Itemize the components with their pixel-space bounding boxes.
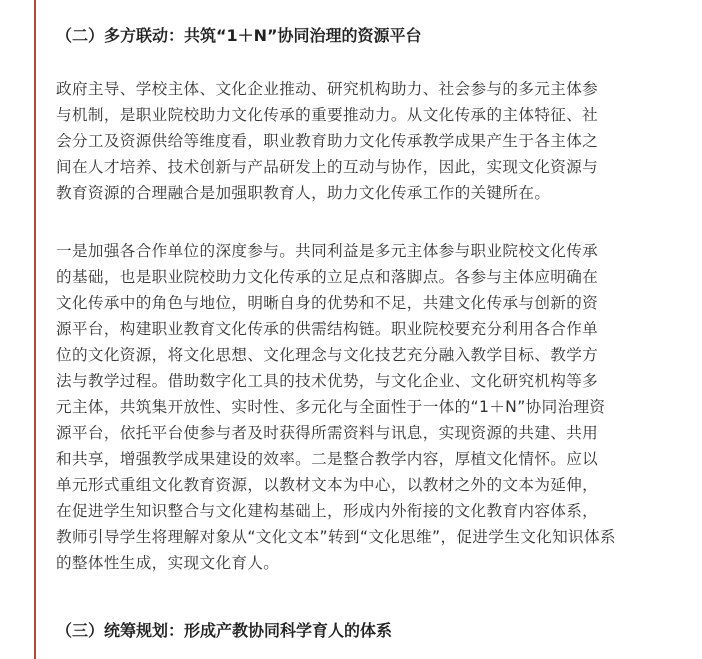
paragraph-1: [56, 76, 598, 206]
paragraph-line: 一是加强各合作单位的深度参与。共同利益是多元主体参与职业院校文化传承: [56, 242, 599, 260]
paragraph-line: 教育资源的合理融合是加强职教育人，助力文化传承工作的关键所在。: [56, 184, 551, 202]
paragraph-line: 法与教学过程。借助数字化工具的技术优势，与文化企业、文化研究机构等多: [56, 372, 599, 390]
paragraph-line: 与机制，是职业院校助力文化传承的重要推动力。从文化传承的主体特征、社: [56, 106, 599, 124]
paragraph-line: 源平台，构建职业教育文化传承的供需结构链。职业院校要充分利用各合作单: [56, 320, 599, 338]
paragraph-line: 单元形式重组文化教育资源，以教材文本为中心，以教材之外的文本为延伸，: [56, 476, 599, 494]
paragraph-line: 政府主导、学校主体、文化企业推动、研究机构助力、社会参与的多元主体参: [56, 80, 599, 98]
paragraph-line: 源平台，依托平台使参与者及时获得所需资料与讯息，实现资源的共建、共用: [56, 424, 599, 442]
paragraph-line: 和共享，增强教学成果建设的效率。二是整合教学内容，厚植文化情怀。应以: [56, 450, 599, 468]
paragraph-line: 教师引导学生将理解对象从“文化文本”转到“文化思维”，促进学生文化知识体系: [56, 528, 616, 546]
paragraph-line: 文化传承中的角色与地位，明晰自身的优势和不足，共建文化传承与创新的资: [56, 294, 599, 312]
paragraph-line: 间在人才培养、技术创新与产品研发上的互动与协作，因此，实现文化资源与: [56, 158, 599, 176]
paragraph-line: 在促进学生知识整合与文化建构基础上，形成内外衔接的文化教育内容体系，: [56, 502, 599, 520]
paragraph-2: [56, 238, 616, 576]
section-heading: （三）统筹规划：形成产教协同科学育人的体系: [56, 621, 393, 640]
paragraph-line: 会分工及资源供给等维度看，职业教育助力文化传承教学成果产生于各主体之: [56, 132, 599, 150]
paragraph-line: 位的文化资源，将文化思想、文化理念与文化技艺充分融入教学目标、教学方: [56, 346, 599, 364]
paragraph-line: 的整体性生成，实现文化育人。: [56, 554, 280, 572]
left-margin-rule: [34, 0, 36, 659]
paragraph-line: 元主体，共筑集开放性、实时性、多元化与全面性于一体的“1＋N”协同治理资: [56, 398, 606, 416]
section-heading: （二）多方联动：共筑“1＋N”协同治理的资源平台: [56, 26, 422, 45]
paragraph-line: 的基础，也是职业院校助力文化传承的立足点和落脚点。各参与主体应明确在: [56, 268, 599, 286]
